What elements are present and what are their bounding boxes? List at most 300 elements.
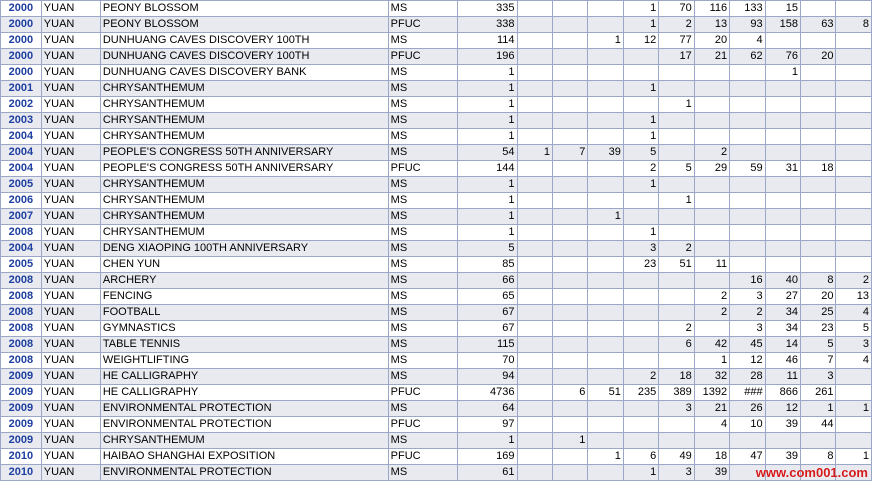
cell-quantity[interactable]: 61 [458,465,517,481]
cell-grade-1[interactable] [517,177,552,193]
cell-grade-10[interactable] [836,161,872,177]
cell-grade-9[interactable] [801,97,836,113]
cell-grade-9[interactable] [801,145,836,161]
cell-grade-4[interactable] [623,305,658,321]
cell-grade-9[interactable] [801,241,836,257]
cell-grade-9[interactable]: 23 [801,321,836,337]
cell-grade-7[interactable]: 3 [730,321,765,337]
cell-grade-1[interactable] [517,17,552,33]
cell-grade-3[interactable] [588,225,623,241]
cell-grade-3[interactable]: 51 [588,385,623,401]
cell-grade-2[interactable] [552,305,587,321]
cell-name[interactable]: CHRYSANTHEMUM [100,193,388,209]
cell-grade-3[interactable]: 1 [588,209,623,225]
cell-year[interactable]: 2008 [1,321,42,337]
cell-grade-4[interactable] [623,433,658,449]
cell-currency[interactable]: YUAN [41,65,100,81]
cell-currency[interactable]: YUAN [41,177,100,193]
cell-grade-8[interactable] [765,241,800,257]
cell-grade-9[interactable]: 63 [801,17,836,33]
cell-grade-10[interactable] [836,97,872,113]
cell-grade-10[interactable]: 5 [836,321,872,337]
cell-name[interactable]: GYMNASTICS [100,321,388,337]
cell-name[interactable]: PEONY BLOSSOM [100,1,388,17]
cell-year[interactable]: 2008 [1,353,42,369]
cell-year[interactable]: 2002 [1,97,42,113]
cell-year[interactable]: 2000 [1,17,42,33]
cell-grade-6[interactable] [694,129,729,145]
cell-currency[interactable]: YUAN [41,321,100,337]
cell-grade-2[interactable]: 6 [552,385,587,401]
cell-grade-3[interactable] [588,321,623,337]
cell-grade-5[interactable]: 2 [659,241,694,257]
cell-year[interactable]: 2004 [1,145,42,161]
table-row[interactable] [1,321,872,337]
cell-grade-10[interactable] [836,385,872,401]
cell-grade-2[interactable] [552,321,587,337]
cell-grade-2[interactable] [552,97,587,113]
cell-grade-8[interactable] [765,97,800,113]
cell-quantity[interactable]: 1 [458,129,517,145]
table-row[interactable] [1,401,872,417]
cell-grade-8[interactable] [765,193,800,209]
cell-grade-2[interactable]: 1 [552,433,587,449]
cell-grade-8[interactable] [765,257,800,273]
cell-grade-4[interactable] [623,353,658,369]
cell-name[interactable]: PEONY BLOSSOM [100,17,388,33]
table-row[interactable] [1,33,872,49]
cell-type[interactable]: PFUC [388,385,458,401]
cell-grade-9[interactable] [801,177,836,193]
cell-grade-3[interactable] [588,433,623,449]
cell-currency[interactable]: YUAN [41,289,100,305]
cell-grade-10[interactable] [836,33,872,49]
cell-name[interactable]: CHRYSANTHEMUM [100,97,388,113]
cell-grade-10[interactable]: 4 [836,305,872,321]
cell-grade-2[interactable] [552,401,587,417]
cell-grade-5[interactable]: 3 [659,465,694,481]
cell-grade-2[interactable] [552,225,587,241]
cell-grade-7[interactable]: 28 [730,369,765,385]
table-row[interactable] [1,353,872,369]
cell-grade-10[interactable]: 1 [836,449,872,465]
table-row[interactable] [1,1,872,17]
cell-grade-8[interactable]: 31 [765,161,800,177]
table-row[interactable] [1,305,872,321]
cell-name[interactable]: DENG XIAOPING 100TH ANNIVERSARY [100,241,388,257]
table-row[interactable] [1,449,872,465]
cell-year[interactable]: 2009 [1,433,42,449]
cell-quantity[interactable]: 1 [458,81,517,97]
cell-grade-5[interactable] [659,273,694,289]
cell-grade-10[interactable] [836,193,872,209]
cell-grade-4[interactable]: 1 [623,177,658,193]
cell-type[interactable]: MS [388,65,458,81]
cell-grade-3[interactable] [588,241,623,257]
cell-currency[interactable]: YUAN [41,49,100,65]
cell-grade-6[interactable] [694,225,729,241]
cell-grade-10[interactable] [836,65,872,81]
cell-grade-10[interactable] [836,433,872,449]
cell-type[interactable]: MS [388,305,458,321]
table-row[interactable] [1,161,872,177]
cell-grade-9[interactable]: 5 [801,337,836,353]
cell-grade-8[interactable] [765,177,800,193]
cell-quantity[interactable]: 335 [458,1,517,17]
cell-quantity[interactable]: 196 [458,49,517,65]
table-row[interactable] [1,385,872,401]
cell-grade-5[interactable] [659,353,694,369]
cell-grade-7[interactable] [730,81,765,97]
cell-grade-5[interactable]: 77 [659,33,694,49]
cell-type[interactable]: MS [388,33,458,49]
cell-grade-10[interactable] [836,465,872,481]
cell-quantity[interactable]: 169 [458,449,517,465]
cell-grade-8[interactable] [765,433,800,449]
cell-grade-3[interactable] [588,305,623,321]
cell-grade-4[interactable]: 235 [623,385,658,401]
table-row[interactable] [1,177,872,193]
cell-grade-7[interactable]: 45 [730,337,765,353]
cell-currency[interactable]: YUAN [41,97,100,113]
cell-grade-7[interactable]: 12 [730,353,765,369]
cell-grade-5[interactable] [659,113,694,129]
cell-grade-8[interactable]: 34 [765,321,800,337]
cell-grade-7[interactable]: 59 [730,161,765,177]
cell-grade-7[interactable] [730,465,765,481]
cell-grade-1[interactable] [517,225,552,241]
cell-grade-8[interactable]: 27 [765,289,800,305]
cell-grade-5[interactable]: 70 [659,1,694,17]
cell-type[interactable]: MS [388,225,458,241]
cell-grade-2[interactable] [552,49,587,65]
table-row[interactable] [1,289,872,305]
cell-grade-9[interactable] [801,1,836,17]
cell-grade-9[interactable] [801,65,836,81]
cell-grade-5[interactable] [659,209,694,225]
cell-year[interactable]: 2001 [1,81,42,97]
cell-grade-1[interactable] [517,369,552,385]
cell-grade-9[interactable]: 8 [801,273,836,289]
cell-name[interactable]: CHRYSANTHEMUM [100,113,388,129]
table-row[interactable] [1,417,872,433]
cell-year[interactable]: 2000 [1,33,42,49]
cell-grade-5[interactable]: 2 [659,321,694,337]
cell-name[interactable]: ENVIRONMENTAL PROTECTION [100,417,388,433]
cell-quantity[interactable]: 1 [458,97,517,113]
cell-grade-3[interactable] [588,417,623,433]
cell-grade-9[interactable]: 8 [801,449,836,465]
cell-grade-8[interactable]: 14 [765,337,800,353]
table-row[interactable] [1,433,872,449]
cell-grade-5[interactable] [659,129,694,145]
cell-grade-8[interactable]: 40 [765,273,800,289]
cell-grade-3[interactable] [588,369,623,385]
cell-grade-8[interactable] [765,465,800,481]
cell-type[interactable]: PFUC [388,417,458,433]
cell-grade-9[interactable] [801,465,836,481]
cell-grade-5[interactable] [659,81,694,97]
cell-grade-5[interactable]: 389 [659,385,694,401]
cell-currency[interactable]: YUAN [41,129,100,145]
cell-grade-1[interactable] [517,385,552,401]
cell-type[interactable]: MS [388,81,458,97]
cell-grade-6[interactable]: 4 [694,417,729,433]
cell-grade-6[interactable]: 39 [694,465,729,481]
cell-type[interactable]: MS [388,177,458,193]
table-row[interactable] [1,465,872,481]
cell-name[interactable]: CHRYSANTHEMUM [100,129,388,145]
cell-grade-10[interactable] [836,177,872,193]
cell-year[interactable]: 2004 [1,129,42,145]
cell-currency[interactable]: YUAN [41,225,100,241]
cell-grade-7[interactable] [730,177,765,193]
cell-grade-7[interactable] [730,225,765,241]
cell-grade-9[interactable] [801,113,836,129]
cell-grade-4[interactable]: 1 [623,1,658,17]
cell-grade-7[interactable]: 26 [730,401,765,417]
cell-grade-2[interactable] [552,113,587,129]
cell-grade-2[interactable] [552,81,587,97]
cell-grade-8[interactable] [765,145,800,161]
cell-grade-2[interactable] [552,273,587,289]
cell-grade-9[interactable] [801,257,836,273]
cell-currency[interactable]: YUAN [41,449,100,465]
cell-grade-2[interactable] [552,177,587,193]
cell-name[interactable]: DUNHUANG CAVES DISCOVERY BANK [100,65,388,81]
cell-grade-2[interactable] [552,449,587,465]
cell-grade-7[interactable] [730,97,765,113]
cell-grade-7[interactable]: 47 [730,449,765,465]
cell-grade-3[interactable] [588,17,623,33]
cell-grade-2[interactable] [552,17,587,33]
cell-currency[interactable]: YUAN [41,33,100,49]
cell-quantity[interactable]: 54 [458,145,517,161]
cell-grade-9[interactable]: 44 [801,417,836,433]
cell-grade-7[interactable]: 2 [730,305,765,321]
cell-grade-3[interactable] [588,401,623,417]
cell-name[interactable]: HE CALLIGRAPHY [100,385,388,401]
cell-grade-3[interactable]: 39 [588,145,623,161]
cell-type[interactable]: MS [388,273,458,289]
cell-type[interactable]: MS [388,401,458,417]
cell-grade-4[interactable] [623,193,658,209]
cell-type[interactable]: MS [388,209,458,225]
cell-currency[interactable]: YUAN [41,209,100,225]
cell-grade-10[interactable] [836,257,872,273]
table-row[interactable] [1,241,872,257]
cell-grade-5[interactable]: 49 [659,449,694,465]
cell-year[interactable]: 2006 [1,193,42,209]
cell-quantity[interactable]: 94 [458,369,517,385]
cell-grade-10[interactable] [836,129,872,145]
cell-grade-2[interactable] [552,33,587,49]
cell-grade-8[interactable]: 39 [765,417,800,433]
cell-quantity[interactable]: 97 [458,417,517,433]
cell-grade-8[interactable]: 12 [765,401,800,417]
table-row[interactable] [1,17,872,33]
cell-name[interactable]: ENVIRONMENTAL PROTECTION [100,465,388,481]
cell-type[interactable]: MS [388,321,458,337]
cell-currency[interactable]: YUAN [41,401,100,417]
cell-grade-6[interactable] [694,81,729,97]
table-row[interactable] [1,113,872,129]
cell-name[interactable]: ENVIRONMENTAL PROTECTION [100,401,388,417]
cell-quantity[interactable]: 1 [458,225,517,241]
table-row[interactable] [1,257,872,273]
cell-type[interactable]: MS [388,113,458,129]
cell-name[interactable]: HE CALLIGRAPHY [100,369,388,385]
cell-name[interactable]: WEIGHTLIFTING [100,353,388,369]
cell-type[interactable]: MS [388,129,458,145]
cell-grade-10[interactable]: 13 [836,289,872,305]
cell-grade-8[interactable] [765,209,800,225]
cell-grade-1[interactable] [517,161,552,177]
cell-year[interactable]: 2007 [1,209,42,225]
cell-year[interactable]: 2008 [1,337,42,353]
cell-grade-1[interactable] [517,65,552,81]
cell-name[interactable]: FOOTBALL [100,305,388,321]
cell-grade-4[interactable]: 1 [623,81,658,97]
cell-grade-3[interactable] [588,65,623,81]
cell-grade-5[interactable] [659,433,694,449]
cell-quantity[interactable]: 1 [458,113,517,129]
table-row[interactable] [1,65,872,81]
cell-year[interactable]: 2000 [1,1,42,17]
cell-currency[interactable]: YUAN [41,193,100,209]
cell-currency[interactable]: YUAN [41,161,100,177]
cell-grade-1[interactable] [517,433,552,449]
cell-grade-4[interactable]: 12 [623,33,658,49]
cell-grade-3[interactable] [588,273,623,289]
cell-grade-7[interactable] [730,257,765,273]
cell-grade-1[interactable] [517,465,552,481]
cell-grade-7[interactable] [730,113,765,129]
cell-grade-7[interactable]: 62 [730,49,765,65]
cell-grade-4[interactable] [623,289,658,305]
cell-currency[interactable]: YUAN [41,145,100,161]
cell-quantity[interactable]: 67 [458,321,517,337]
cell-grade-3[interactable] [588,97,623,113]
cell-grade-9[interactable]: 25 [801,305,836,321]
cell-grade-8[interactable] [765,225,800,241]
cell-grade-6[interactable]: 1 [694,353,729,369]
cell-grade-6[interactable]: 2 [694,145,729,161]
cell-currency[interactable]: YUAN [41,417,100,433]
cell-grade-4[interactable]: 3 [623,241,658,257]
cell-grade-6[interactable] [694,241,729,257]
cell-grade-1[interactable] [517,209,552,225]
cell-currency[interactable]: YUAN [41,465,100,481]
cell-grade-4[interactable]: 6 [623,449,658,465]
cell-currency[interactable]: YUAN [41,17,100,33]
cell-type[interactable]: MS [388,257,458,273]
cell-quantity[interactable]: 64 [458,401,517,417]
cell-grade-9[interactable] [801,33,836,49]
cell-grade-1[interactable] [517,353,552,369]
cell-grade-8[interactable]: 76 [765,49,800,65]
cell-grade-1[interactable] [517,449,552,465]
cell-grade-10[interactable]: 8 [836,17,872,33]
cell-quantity[interactable]: 85 [458,257,517,273]
cell-grade-10[interactable] [836,417,872,433]
cell-year[interactable]: 2004 [1,241,42,257]
cell-grade-10[interactable] [836,145,872,161]
cell-grade-3[interactable] [588,465,623,481]
cell-currency[interactable]: YUAN [41,369,100,385]
cell-currency[interactable]: YUAN [41,385,100,401]
cell-grade-9[interactable]: 20 [801,289,836,305]
cell-grade-1[interactable] [517,97,552,113]
table-row[interactable] [1,369,872,385]
cell-grade-1[interactable] [517,273,552,289]
cell-currency[interactable]: YUAN [41,241,100,257]
cell-quantity[interactable]: 5 [458,241,517,257]
cell-grade-2[interactable] [552,129,587,145]
cell-currency[interactable]: YUAN [41,1,100,17]
cell-grade-8[interactable]: 34 [765,305,800,321]
cell-grade-1[interactable] [517,1,552,17]
cell-grade-3[interactable] [588,49,623,65]
cell-grade-3[interactable] [588,161,623,177]
cell-grade-4[interactable] [623,417,658,433]
cell-quantity[interactable]: 67 [458,305,517,321]
cell-name[interactable]: HAIBAO SHANGHAI EXPOSITION [100,449,388,465]
cell-grade-4[interactable]: 1 [623,465,658,481]
cell-grade-6[interactable] [694,209,729,225]
cell-name[interactable]: DUNHUANG CAVES DISCOVERY 100TH [100,33,388,49]
cell-grade-1[interactable] [517,81,552,97]
cell-grade-2[interactable] [552,193,587,209]
cell-grade-6[interactable]: 18 [694,449,729,465]
cell-grade-7[interactable]: 93 [730,17,765,33]
cell-grade-6[interactable] [694,177,729,193]
cell-type[interactable]: PFUC [388,17,458,33]
cell-grade-4[interactable]: 1 [623,113,658,129]
cell-grade-5[interactable]: 51 [659,257,694,273]
cell-currency[interactable]: YUAN [41,353,100,369]
cell-year[interactable]: 2009 [1,369,42,385]
cell-grade-8[interactable]: 39 [765,449,800,465]
cell-grade-9[interactable]: 1 [801,401,836,417]
cell-year[interactable]: 2009 [1,385,42,401]
cell-grade-2[interactable] [552,161,587,177]
table-row[interactable] [1,97,872,113]
cell-year[interactable]: 2010 [1,465,42,481]
cell-grade-6[interactable]: 29 [694,161,729,177]
cell-name[interactable]: CHRYSANTHEMUM [100,177,388,193]
cell-grade-4[interactable]: 5 [623,145,658,161]
cell-grade-1[interactable] [517,33,552,49]
cell-grade-8[interactable] [765,81,800,97]
cell-grade-7[interactable]: 10 [730,417,765,433]
cell-quantity[interactable]: 4736 [458,385,517,401]
cell-type[interactable]: MS [388,241,458,257]
cell-grade-6[interactable] [694,433,729,449]
cell-grade-7[interactable]: 16 [730,273,765,289]
cell-grade-5[interactable] [659,289,694,305]
cell-currency[interactable]: YUAN [41,337,100,353]
cell-name[interactable]: TABLE TENNIS [100,337,388,353]
cell-type[interactable]: PFUC [388,49,458,65]
cell-name[interactable]: PEOPLE'S CONGRESS 50TH ANNIVERSARY [100,161,388,177]
cell-grade-7[interactable] [730,433,765,449]
cell-type[interactable]: MS [388,369,458,385]
cell-quantity[interactable]: 144 [458,161,517,177]
cell-grade-5[interactable] [659,177,694,193]
cell-grade-2[interactable] [552,337,587,353]
cell-name[interactable]: ARCHERY [100,273,388,289]
